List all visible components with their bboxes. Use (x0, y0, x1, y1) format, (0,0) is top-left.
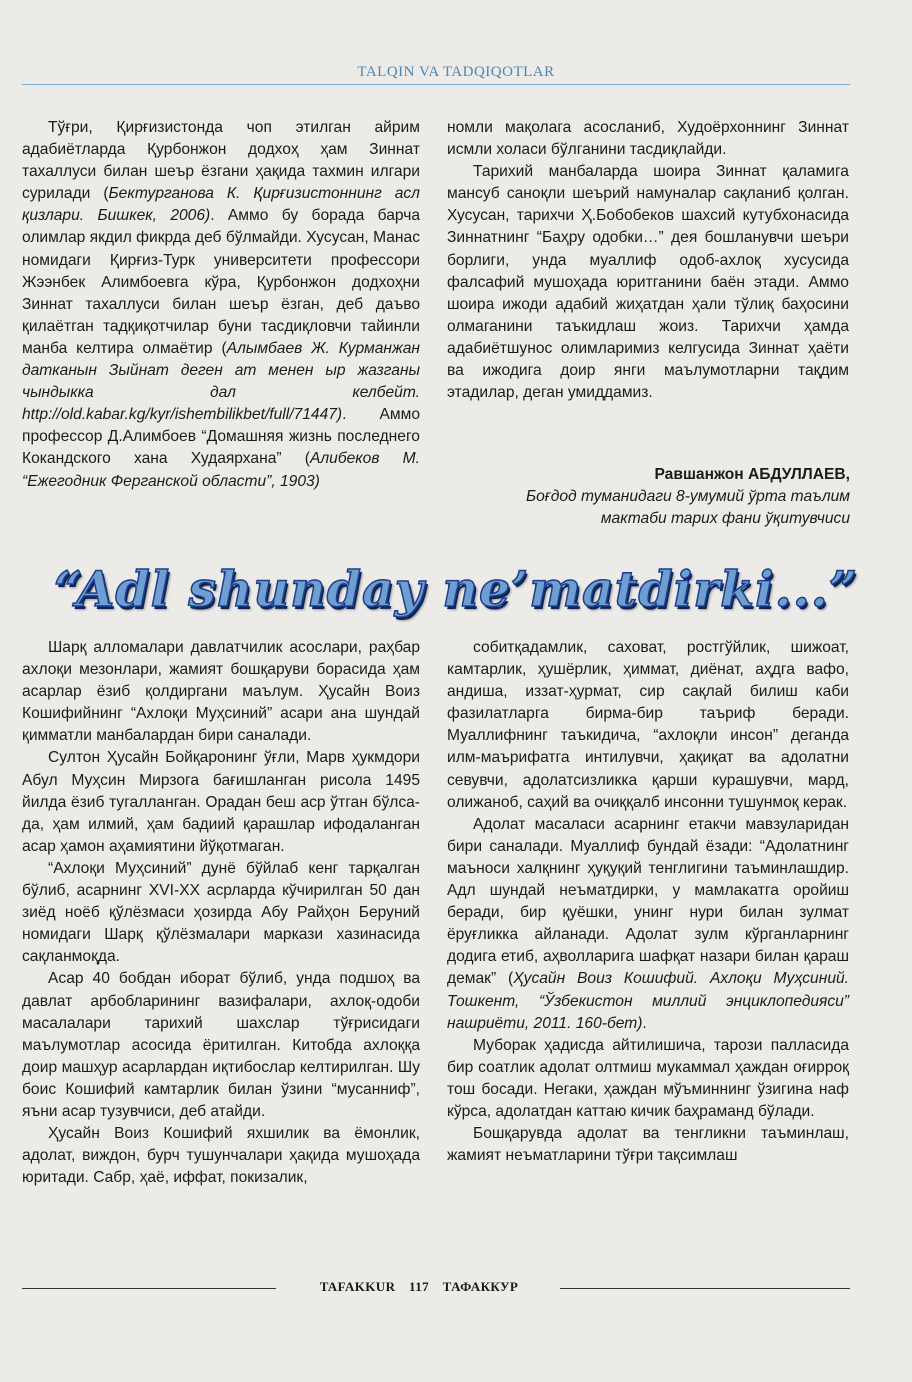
article2-right-column (447, 637, 849, 1167)
article-banner-title: “Adl shunday ne’matdirki...” (53, 560, 859, 618)
paragraph (447, 1123, 849, 1167)
paragraph-text: . Аммо бу борада барча олимлар якдил фикрда деб бўлмайди. Хусусан, Манас номидаги Қирғиз-Турк университети профессори Жээнбек Алимбоевга кўра, Қурбонжон додхоҳни Зиннат тахаллуси билан шеър ёзган, деб даъво қилаётган тадқиқотчилар буни тасдиқловчи тайинли манба келтира олмаётир ( (22, 207, 420, 357)
footer-label (284, 1279, 554, 1295)
author-position-line-1: Боғдод туманидаги 8-умумий ўрта таълим (526, 488, 850, 505)
paragraph (447, 637, 849, 814)
page-number: 117 (409, 1279, 430, 1294)
author-position-line-2: мактаби тарих фани ўқитувчиси (600, 510, 850, 527)
citation-text: Ҳусайн Воиз Кошифий. Ахлоқи Муҳсиний. Тошкент, “Ўзбекистон миллий энциклопедияси” нашриёти, 2011. 160-бет) (447, 970, 849, 1032)
paragraph-text: Бошқарувда адолат ва тенгликни таъминлаш, жамият неъматларини тўғри тақсимлаш (447, 1125, 849, 1165)
paragraph-text: Султон Ҳусайн Бойқаронинг ўғли, Марв ҳукмдори Абул Муҳсин Мирзога бағишланган рисола 1495 йилда ёзиб тугалланган. Орадан беш аср ўтган бўлса-да, ҳам илмий, ҳам бадиий қарашлар ифодаланган асар ҳамон аҳамиятини йўқотмаган. (22, 749, 420, 855)
paragraph (447, 814, 849, 1035)
paragraph-text: Тўғри, Қирғизистонда чоп этилган айрим адабиётларда Қурбонжон додхоҳ ҳам Зиннат тахаллуси билан шеър ёзгани ҳақида тахмин илгари сурилади ( (22, 119, 420, 203)
paragraph (22, 1123, 420, 1189)
paragraph (22, 117, 420, 493)
author-signature (526, 464, 850, 530)
header-rule (22, 84, 850, 85)
paragraph-text: Адолат масаласи асарнинг етакчи мавзуларидан бири саналади. Муаллиф бундай ёзади: “Адолатнинг маъноси халқнинг ҳуқуқий тенглигини таъминлашдир. Адл шундай неъматдирки, у мамлакатга оройиш беради, бир қуёшки, унинг нури билан зулмат ёруғликка айланади. Адолат зулм кўрганларнинг додига етиб, аҳволларига шафқат назари билан қараш демак” ( (447, 815, 849, 988)
citation-text: Бектурганова К. Қирғизистоннинг асл қизлари. Бишкек, 2006) (22, 185, 420, 225)
paragraph-text: номли мақолага асосланиб, Худоёрхоннинг Зиннат исмли холаси бўлганини тасдиқлайди. (447, 119, 849, 159)
paragraph-text: Муборак ҳадисда айтилишича, тарози палласида бир соатлик адолат олтмиш мукаммал ҳаждан оғирроқ тош босади. Негаки, ҳаждан мўъминнинг ўзигина наф кўрса, адолатдан каттаю кичик баҳраманд бўлади. (447, 1036, 849, 1120)
paragraph-text: Тарихий манбаларда шоира Зиннат қаламига мансуб саноқли шеърий намуналар сақланиб қолган. Хусусан, тарихчи Ҳ.Бобобеков шахсий кутубхонасида Зиннатнинг “Баҳру одобки…” дея бошланувчи шеъри борлиги, унда муаллиф одоб-ахлоқ хусусида фалсафий мушоҳада юритганини баён этади. Аммо шоира ижоди адабий жиҳатдан ҳали тўлиқ баҳосини олмаганини таъкидлаш жоиз. Тарихчи ҳамда адабиётшунос олимларимиз келгусида Зиннат ҳаёти ва ижодига доир янги маълумотларни тақдим этадилар, деган умиддамиз. (447, 163, 849, 402)
author-name: Равшанжон АБДУЛЛАЕВ, (654, 466, 850, 483)
article1-left-column (22, 117, 420, 493)
paragraph-text: Асар 40 бобдан иборат бўлиб, унда подшоҳ ва давлат арбобларининг вазифалари, ахлоқ-одоби масалалари тарихий шахслар тўғрисидаги маълумотлар асосида ёритилган. Китобда ахлоққа доир машҳур асарлардан иқтибослар келтирилган. Шу боис Кошифий камтарлик билан ўзини “мусанниф”, яъни асар тузувчиси, деб атайди. (22, 970, 420, 1120)
paragraph (447, 117, 849, 161)
paragraph (447, 161, 849, 404)
footer-left-label: TAFAKKUR (319, 1279, 396, 1294)
citation-text: Алымбаев Ж. Курманжан датканын Зыйнат деген ат менен ыр жазганы чындыкка дал келбейт. http://old.kabar.kg/kyr/ishembilikbet/full/71447) (22, 339, 420, 424)
paragraph (22, 747, 420, 857)
page-footer (0, 1279, 912, 1299)
article2-left-column (22, 637, 420, 1189)
paragraph (22, 968, 420, 1123)
paragraph-text: . Аммо профессор Д.Алимбоев “Домашняя жизнь последнего Кокандского хана Худаярхана” ( (22, 406, 420, 468)
citation-text: Алибеков М. “Ежегодник Ферганской области”, 1903) (22, 450, 420, 490)
footer-rule-right (560, 1288, 850, 1289)
section-header-title: TALQIN VA TADQIQOTLAR (357, 64, 555, 80)
footer-rule-left (22, 1288, 276, 1289)
paragraph (447, 1035, 849, 1123)
footer-right-label: ТАФАККУР (442, 1279, 519, 1294)
paragraph (22, 637, 420, 747)
paragraph-text: “Ахлоқи Муҳсиний” дунё бўйлаб кенг тарқалган бўлиб, асарнинг XVI-XX асрларда кўчирилган 50 дан зиёд ноёб қўлёзмаси ҳозирда Абу Райҳон Беруний номидаги Шарқ қўлёзмалари маркази хазинасида сақланмоқда. (22, 859, 420, 966)
paragraph-text: собитқадамлик, саховат, ростгўйлик, шижоат, камтарлик, ҳушёрлик, ҳиммат, диёнат, аҳдга вафо, андиша, иззат-ҳурмат, сир сақлай билиш каби фазилатларга бирма-бир таъриф беради. Муаллифнинг таъкидича, “ахлоқли инсон” деганда илм-маърифатга интилувчи, ҳақиқат ва адолатни севувчи, адолатсизликка қарши курашувчи, мард, олижаноб, саҳий ва очиққалб инсонни тушунмоқ керак. (447, 639, 849, 811)
paragraph-text: . (642, 1014, 647, 1032)
article1-right-column (447, 117, 849, 404)
paragraph-text: Ҳусайн Воиз Кошифий яхшилик ва ёмонлик, адолат, виждон, бурч тушунчалари ҳақида мушоҳада юритади. Сабр, ҳаё, иффат, покизалик, (22, 1125, 420, 1187)
paragraph-text: Шарқ алломалари давлатчилик асослари, раҳбар ахлоқи мезонлари, жамият бошқаруви борасида ҳам асарлар ёзиб қолдиргани маълум. Ҳусайн Воиз Кошифийнинг “Ахлоқи Муҳсиний” асари ана шундай қимматли манбалардан бири саналади. (22, 639, 420, 745)
paragraph (22, 858, 420, 968)
